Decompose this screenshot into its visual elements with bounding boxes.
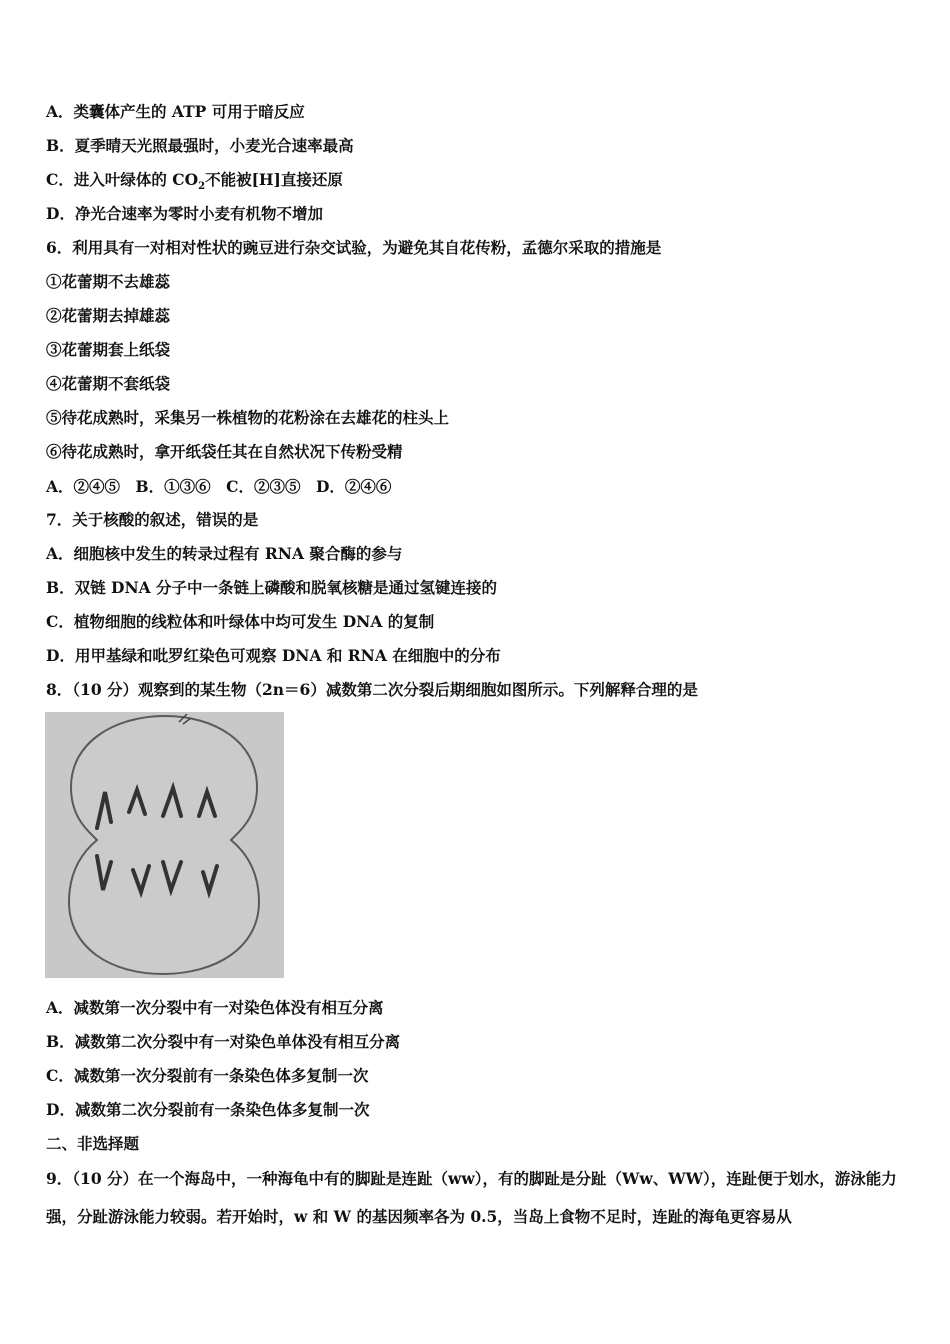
q6-item: ⑤待花成熟时，采集另一株植物的花粉涂在去雄花的柱头上	[46, 408, 450, 427]
cell-division-diagram	[45, 712, 284, 978]
q6-item: ②花蕾期去掉雄蕊	[46, 306, 171, 325]
q6-item: ④花蕾期不套纸袋	[46, 374, 171, 393]
q9-text: 9．（10 分）在一个海岛中，一种海龟中有的脚趾是连趾（ww），有的脚趾是分趾（Ww、WW），连趾便于划水，游泳能力强，分趾游泳能力较弱。若开始时，w 和 W 的基因频率各为 0.5，当岛上食物不足时，连趾的海龟更容易从	[46, 1169, 897, 1226]
q5-option-d: D．净光合速率为零时小麦有机物不增加	[46, 204, 323, 223]
q7-option-b: B．双链 DNA 分子中一条链上磷酸和脱氧核糖是通过氢键连接的	[46, 578, 498, 597]
q7-option-d: D．用甲基绿和吡罗红染色可观察 DNA 和 RNA 在细胞中的分布	[46, 646, 501, 665]
q7-option-c: C．植物细胞的线粒体和叶绿体中均可发生 DNA 的复制	[46, 612, 435, 631]
q7-option-a: A．细胞核中发生的转录过程有 RNA 聚合酶的参与	[46, 544, 403, 563]
q8-option-d: D．减数第二次分裂前有一条染色体多复制一次	[46, 1100, 370, 1119]
q6-answer-options: A．②④⑤ B．①③⑥ C．②③⑤ D．②④⑥	[46, 477, 392, 496]
q5-option-a: A．类囊体产生的 ATP 可用于暗反应	[46, 102, 305, 121]
q6-item: ①花蕾期不去雄蕊	[46, 272, 171, 291]
q8-stem: 8．（10 分）观察到的某生物（2n＝6）减数第二次分裂后期细胞如图所示。下列解释合理的是	[46, 680, 698, 699]
q5-option-c: C．进入叶绿体的 $CO_2$不能被[H]直接还原	[46, 170, 343, 193]
section-title: 二、非选择题	[46, 1134, 140, 1153]
q6-stem: 6．利用具有一对相对性状的豌豆进行杂交试验，为避免其自花传粉，孟德尔采取的措施是	[46, 238, 662, 257]
q8-option-b: B．减数第二次分裂中有一对染色单体没有相互分离	[46, 1032, 401, 1051]
cell-division-figure	[45, 712, 284, 978]
q8-option-c: C．减数第一次分裂前有一条染色体多复制一次	[46, 1066, 369, 1085]
cell-membrane	[69, 716, 259, 974]
q5-option-b: B．夏季晴天光照最强时，小麦光合速率最高	[46, 136, 354, 155]
q8-option-a: A．减数第一次分裂中有一对染色体没有相互分离	[46, 998, 384, 1017]
q6-item: ⑥待花成熟时，拿开纸袋任其在自然状况下传粉受精	[46, 442, 403, 461]
q7-stem: 7．关于核酸的叙述，错误的是	[46, 510, 259, 529]
q6-item: ③花蕾期套上纸袋	[46, 340, 171, 359]
